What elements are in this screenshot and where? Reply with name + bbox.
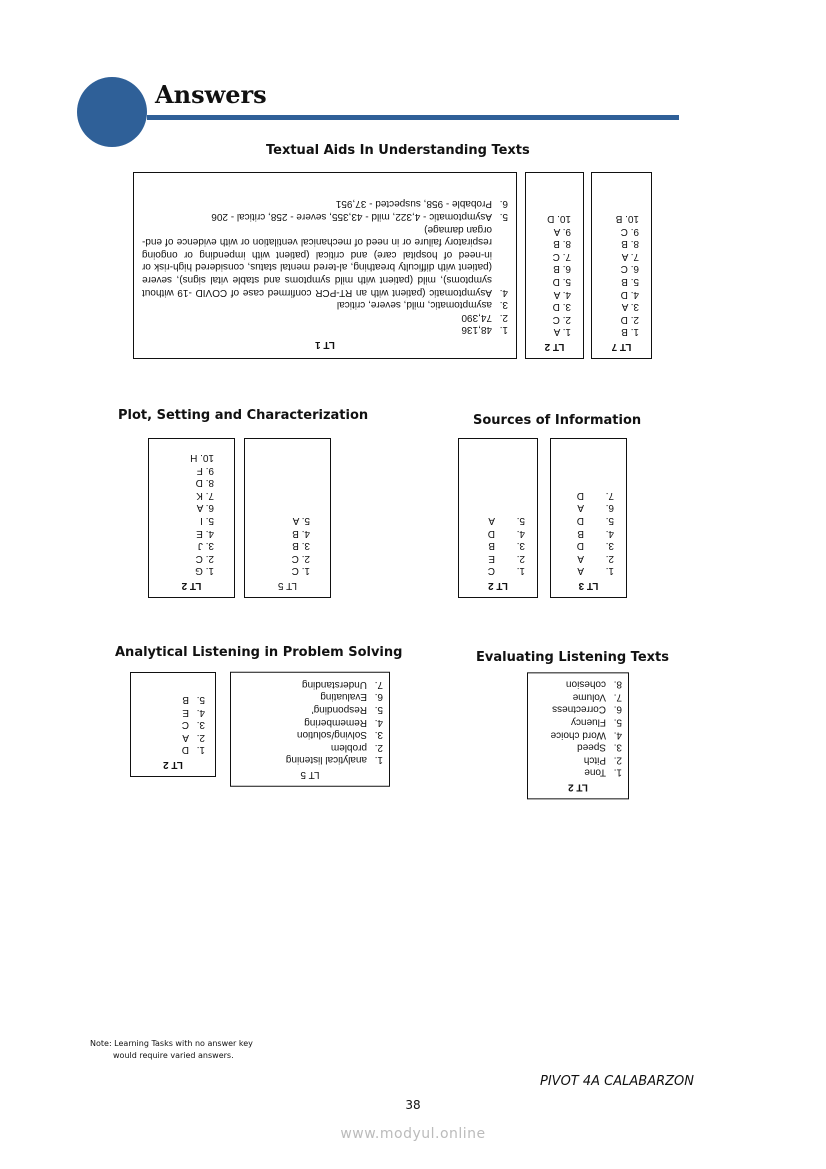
item-number: 1. [499,324,508,336]
item-number: 4. [196,706,205,718]
section-title-sources: Sources of Information [473,413,642,428]
answer-item [534,727,622,740]
item-answer: Speed [577,741,606,753]
item-number: 4. [613,728,622,740]
item-number: 4. [374,716,383,728]
box-label: LT 3 [578,580,599,591]
answer-item: 8. D [195,477,214,489]
answer-item: 8. B [621,238,639,250]
item-answer: D [576,515,584,527]
answer-box-analytical-lt2 [130,672,216,777]
item-answer: problem [330,741,367,753]
box-label: LT 2 [181,580,202,591]
answer-item [557,526,614,539]
answer-item [237,702,383,715]
answer-item [142,209,508,222]
answer-item: 10. H [190,452,214,464]
answer-item: 6. A [196,502,214,514]
item-answer: Correctness [552,703,606,715]
answer-item [465,564,525,577]
item-answer: Fluency [570,716,606,728]
answer-item [137,692,205,705]
item-number: 5. [516,515,525,527]
item-answer: B [577,527,584,539]
item-answer: Probable - 958, suspected - 37,951 [335,198,492,210]
footnote [90,1038,253,1062]
answer-item: 10. D [547,213,571,225]
answer-item [237,690,383,703]
item-number: 6. [499,198,508,210]
answer-item: 5. A [292,515,310,527]
answer-item: 4. A [553,288,571,300]
answer-item [534,690,622,703]
item-answer: Pitch [583,754,606,766]
item-answer: Asymptomatic - 4,322, mild - 43,355, severe - 258, critical - 206 [211,211,492,223]
answer-item [557,564,614,577]
item-number: 7. [613,691,622,703]
item-answer: Solving/solution [296,728,367,740]
answer-box-sources-lt2 [458,438,538,598]
item-answer: Volume [572,691,606,703]
item-number: 4. [516,527,525,539]
answer-item: 1. C [291,565,310,577]
item-answer: Evaluating [320,691,367,703]
answer-item [237,715,383,728]
item-answer: Understanding [301,678,367,690]
item-number: 3. [516,540,525,552]
answer-box-textual-lt7 [591,172,652,359]
page-title: Answers [155,80,267,109]
item-number: 2. [196,731,205,743]
item-number: 5. [196,694,205,706]
section-title-evaluating: Evaluating Listening Texts [476,650,669,665]
item-number: 2. [516,552,525,564]
answer-box-analytical-lt5 [230,672,390,787]
item-answer: C [181,719,189,731]
item-answer: Tone [584,766,606,778]
footnote-line2: would require varied answers. [113,1051,234,1060]
answer-item [534,740,622,753]
answer-item [534,677,622,690]
box-label: LT 5 [300,768,320,780]
item-number: 1. [374,754,383,766]
answer-item: 1. G [195,565,214,577]
answer-item: 5. I [200,515,214,527]
section-title-analytical: Analytical Listening in Problem Solving [115,645,403,660]
item-number: 3. [605,540,614,552]
answer-item [557,551,614,564]
item-number: 3. [613,741,622,753]
item-answer: Responding' [311,703,367,715]
answer-item [142,197,508,210]
answer-item: 9. C [620,225,639,237]
answer-item: 1. A [553,326,571,338]
item-number: 5. [613,716,622,728]
box-label: LT 5 [277,580,298,591]
answer-item [465,551,525,564]
item-answer: A [488,515,495,527]
answer-item: 7. K [196,489,214,501]
answer-item [237,740,383,753]
answer-item [557,488,614,501]
item-answer: Word choice [550,728,606,740]
item-number: 2. [613,754,622,766]
item-answer: D [576,489,584,501]
answer-item [237,727,383,740]
answer-item [534,702,622,715]
box-label: LT 2 [163,759,183,770]
item-number: 1. [605,565,614,577]
answer-item [557,513,614,526]
item-answer: A [182,731,189,743]
answer-box-sources-lt3 [550,438,627,598]
answer-item: 3. A [621,301,639,313]
answer-item [557,501,614,514]
header-circle-decoration [77,77,147,147]
answer-item [534,715,622,728]
answer-item [142,298,508,311]
item-number: 1. [196,744,205,756]
item-number: 2. [374,741,383,753]
answer-item: 3. D [552,301,571,313]
item-answer: cohesion [565,678,606,690]
box-label: LT 7 [611,341,632,352]
answer-item [534,765,622,778]
answer-item: 6. B [553,263,571,275]
answer-box-textual-lt2 [525,172,584,359]
answer-item [237,753,383,766]
answer-item [137,705,205,718]
item-number: 4. [605,527,614,539]
answer-item: 8. B [553,238,571,250]
item-number: 3. [499,299,508,311]
item-answer: B [182,694,189,706]
answer-item: 5. B [621,276,639,288]
item-number: 3. [374,728,383,740]
item-number: 5. [374,703,383,715]
item-answer: D [576,540,584,552]
item-number: 4. [499,286,508,298]
answer-item [142,323,508,336]
answer-box-plot-lt5 [244,438,331,598]
answer-item: 4. B [292,527,310,539]
answer-item: 2. C [195,552,214,564]
answer-item: 7. A [621,250,639,262]
item-answer: Remembering [304,716,367,728]
item-number: 6. [605,502,614,514]
box-label: LT 2 [544,341,565,352]
item-number: 7. [605,489,614,501]
answer-item [465,513,525,526]
answer-item: 2. C [291,552,310,564]
section-title-textual-aids: Textual Aids In Understanding Texts [266,143,530,158]
answer-item: 6. C [620,263,639,275]
answer-item [237,677,383,690]
item-number: 6. [613,703,622,715]
section-title-plot: Plot, Setting and Characterization [118,408,369,423]
item-answer: 74,390 [461,311,492,323]
answer-item [137,730,205,743]
page-number: 38 [405,1098,421,1112]
item-answer: C [487,565,495,577]
box-label: LT 2 [488,580,508,591]
item-answer: A [577,552,584,564]
item-answer: A [577,565,584,577]
answer-item [557,539,614,552]
item-answer: D [487,527,495,539]
answer-item: 7. C [552,250,571,262]
answer-item [465,539,525,552]
item-number: 5. [605,515,614,527]
publisher-label: PIVOT 4A CALABARZON [540,1074,694,1089]
answer-item [534,753,622,766]
answer-item [142,310,508,323]
item-answer: B [488,540,495,552]
answer-item: 4. D [620,288,639,300]
answer-item [137,718,205,731]
item-answer: asymptomatic, mild, severe, critical [336,299,492,311]
answer-item: 2. D [620,313,639,325]
answer-item: 9. F [196,464,214,476]
box-label: LT 2 [568,781,588,793]
item-answer: D [181,744,189,756]
answer-item [465,526,525,539]
answer-item: 2. C [552,313,571,325]
item-number: 1. [613,766,622,778]
item-answer: analytical listening [285,754,367,766]
answer-item [142,222,508,298]
item-number: 8. [613,678,622,690]
item-answer: E [182,706,189,718]
answer-item: 3. B [292,540,310,552]
item-answer: A [577,502,584,514]
answer-box-textual-lt1 [133,172,517,359]
answer-item: 4. E [196,527,214,539]
answer-item: 9. A [553,225,571,237]
item-number: 7. [374,678,383,690]
item-number: 2. [605,552,614,564]
item-answer: 48,136 [461,324,492,336]
answer-item: 3. J [197,540,214,552]
item-number: 5. [499,211,508,223]
item-answer: E [488,552,495,564]
box-label: LT 1 [315,339,335,350]
answer-box-evaluating-lt2 [527,672,629,799]
item-number: 2. [499,311,508,323]
answer-item: 5. D [552,276,571,288]
answer-item: 10. B [615,213,639,225]
answer-item [137,743,205,756]
answer-item: 1. B [621,326,639,338]
watermark: www.modyul.online [340,1126,486,1142]
footnote-line1: Note: Learning Tasks with no answer key [90,1039,253,1048]
header-rule [147,115,679,120]
item-number: 6. [374,691,383,703]
answer-box-plot-lt2 [148,438,235,598]
item-number: 1. [516,565,525,577]
item-answer: Asymptomatic (patient with an RT-PCR confirmed case of COVID -19 without symptoms), mild (patient with mild symptoms and stable vital signs), severe (patient with difficulty breathing, al-tered mental status, considered high-risk or in-need of hospital care) and critical (patient with impending or ongoing respiratory failure or in need of mechanical ventilation or with evidence of end-organ damage) [142,223,492,298]
item-number: 3. [196,719,205,731]
